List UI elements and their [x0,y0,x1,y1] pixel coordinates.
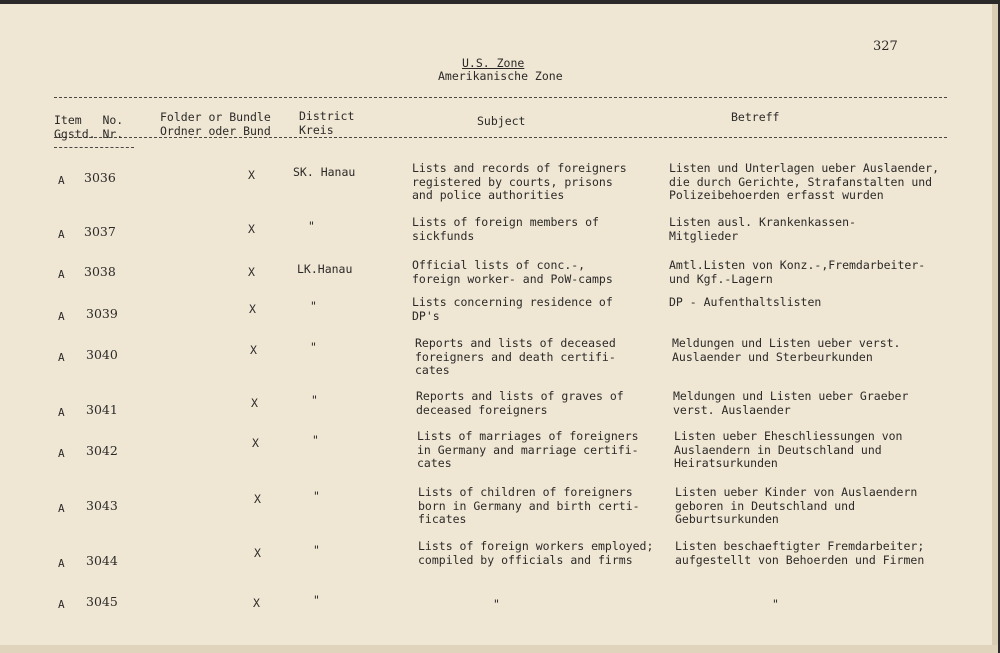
item-code: A [58,351,65,364]
betreff-text: " [772,597,779,611]
district: " [313,543,320,557]
district: " [313,593,320,607]
betreff-text: Listen ueber Kinder von Auslaendern geboren in Deutschland und Geburtsurkunden [675,485,918,526]
folder-mark: X [253,596,260,610]
betreff-text: Listen ausl. Krankenkassen- Mitglieder [669,215,856,243]
subject-text: Lists of foreign workers employed; compiled by officials and firms [418,539,654,567]
item-number: 3041 [86,402,118,417]
folder-mark: X [251,396,258,410]
subject-text: Official lists of conc.-, foreign worker- and PoW-camps [412,258,613,286]
subject-text: " [493,597,500,611]
item-code: A [58,406,65,419]
item-number: 3042 [86,443,118,458]
page-edge [992,4,998,653]
subject-text: Lists of foreign members of sickfunds [412,215,599,243]
header-subject: Subject [477,114,526,128]
header-item-no: Item No. Ggstd. Nr. [54,113,124,141]
item-number: 3045 [86,594,118,609]
folder-mark: X [250,343,257,357]
item-code: A [58,502,65,515]
item-number: 3043 [86,498,118,513]
page-number: 327 [873,39,898,54]
subject-text: Lists concerning residence of DP's [412,295,613,323]
item-code: A [58,310,65,323]
subject-text: Lists of marriages of foreigners in Germany and marriage certifi- cates [417,429,639,470]
header-betreff: Betreff [731,110,780,124]
betreff-text: Listen beschaeftigter Fremdarbeiter; aufgestellt von Behoerden und Firmen [675,539,925,567]
subject-text: Reports and lists of deceased foreigners and death certifi- cates [415,336,616,377]
district: " [308,219,315,233]
zone-title: U.S. Zone [462,56,525,70]
betreff-text: Meldungen und Listen ueber Graeber verst. Auslaender [673,389,909,417]
subject-text: Lists and records of foreigners registered by courts, prisons and police authorities [412,161,627,202]
item-number: 3039 [86,306,118,321]
district: " [310,299,317,313]
folder-mark: X [254,492,261,506]
betreff-text: Meldungen und Listen ueber verst. Auslaender und Sterbeurkunden [672,336,901,364]
item-code: A [58,447,65,460]
header-short-rule [54,147,134,148]
folder-mark: X [249,302,256,316]
district: SK. Hanau [293,165,356,179]
district: " [312,433,319,447]
district: " [311,393,318,407]
subject-text: Reports and lists of graves of deceased foreigners [416,389,624,417]
item-number: 3036 [84,170,116,185]
district: LK.Hanau [297,262,353,276]
item-code: A [58,598,65,611]
page-edge-bottom [0,645,998,653]
item-code: A [58,228,65,241]
subject-text: Lists of children of foreigners born in Germany and birth certi- ficates [418,485,640,526]
folder-mark: X [248,265,255,279]
folder-mark: X [252,436,259,450]
zone-subtitle: Amerikanische Zone [438,69,563,83]
item-code: A [58,174,65,187]
header-top-rule [54,97,947,98]
header-folder: Folder or Bundle Ordner oder Bund [160,110,271,138]
item-code: A [58,557,65,570]
betreff-text: DP - Aufenthaltslisten [669,295,822,309]
betreff-text: Listen ueber Eheschliessungen von Auslaendern in Deutschland und Heiratsurkunden [674,429,903,470]
district: " [313,489,320,503]
item-code: A [58,268,65,281]
document-page [0,4,998,653]
folder-mark: X [248,222,255,236]
district: " [310,340,317,354]
betreff-text: Listen und Unterlagen ueber Auslaender, die durch Gerichte, Strafanstalten und Polizeibehoerden erfasst wurden [669,161,940,202]
item-number: 3040 [86,347,118,362]
folder-mark: X [254,546,261,560]
betreff-text: Amtl.Listen von Konz.-,Fremdarbeiter- und Kgf.-Lagern [669,258,926,286]
folder-mark: X [248,168,255,182]
header-district: District Kreis [299,109,355,137]
item-number: 3044 [86,553,118,568]
item-number: 3037 [84,224,116,239]
item-number: 3038 [84,264,116,279]
